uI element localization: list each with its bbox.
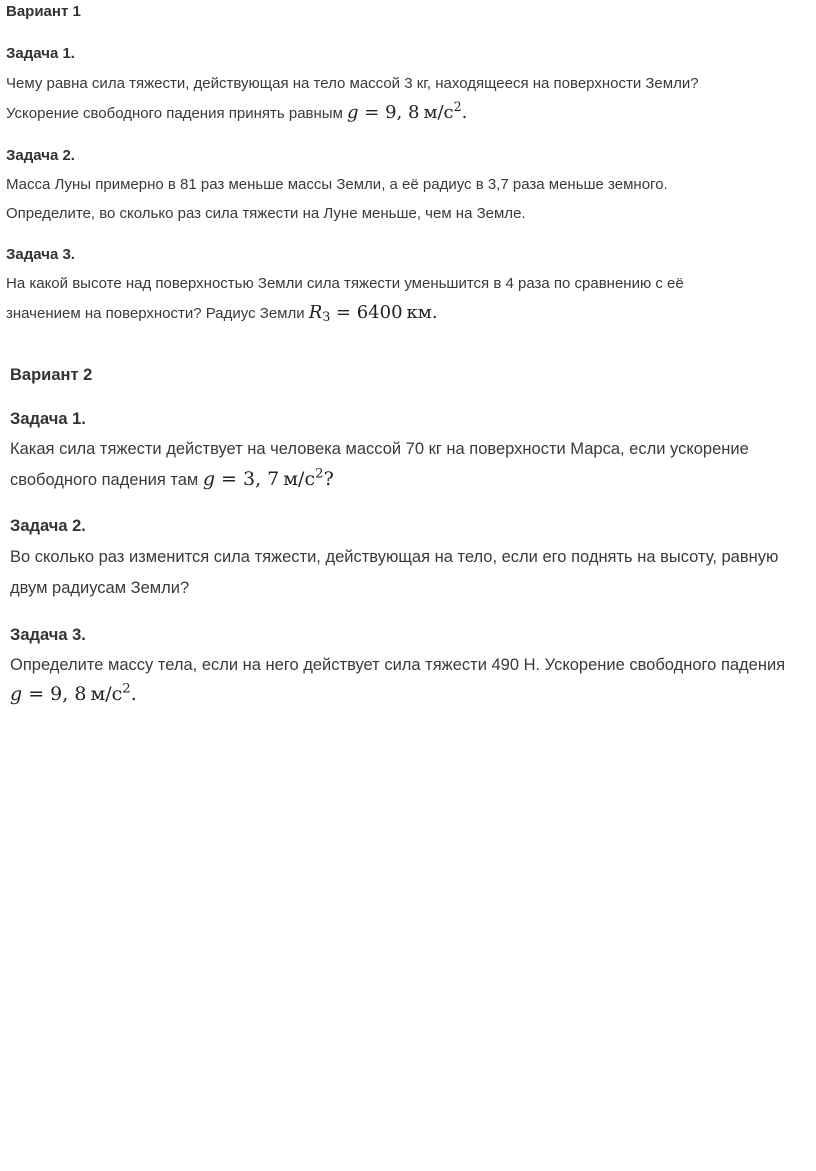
- formula-value: = 9, 8: [358, 102, 420, 123]
- formula-value: = 6400: [330, 302, 403, 323]
- v1-task-3-formula: [309, 302, 438, 323]
- v1-task-2-line-1: Масса Луны примерно в 81 раз меньше массы Земли, а её радиус в 3,7 раза меньше земного.: [6, 176, 668, 193]
- v2-task-3-title: Задача 3.: [10, 626, 86, 644]
- formula-end: .: [431, 302, 438, 323]
- formula-unit: м/с: [283, 468, 316, 490]
- v1-task-3-title: Задача 3.: [6, 246, 75, 263]
- v2-task-1-formula: [203, 468, 334, 490]
- formula-unit: м/с: [423, 102, 454, 123]
- formula-var: R: [308, 302, 323, 323]
- formula-subscript: З: [322, 309, 331, 325]
- v2-task-1-line-1: Какая сила тяжести действует на человека массой 70 кг на поверхности Марса, если ускорение: [10, 440, 749, 458]
- v1-task-3-line-2: [6, 302, 438, 323]
- v1-task-1-title: Задача 1.: [6, 45, 75, 62]
- formula-end: .: [130, 683, 137, 705]
- v2-task-2-line-1: Во сколько раз изменится сила тяжести, действующая на тело, если его поднять на высоту, равную: [10, 548, 779, 566]
- formula-exponent: 2: [122, 681, 131, 697]
- formula-exponent: 2: [315, 466, 324, 482]
- variant-2-title: Вариант 2: [10, 366, 93, 384]
- formula-var: g: [347, 102, 359, 123]
- v1-task-1-line-2-text: Ускорение свободного падения принять равным: [6, 105, 348, 122]
- v1-task-2-line-2: Определите, во сколько раз сила тяжести на Луне меньше, чем на Земле.: [6, 205, 526, 222]
- v1-task-3-line-1: На какой высоте над поверхностью Земли сила тяжести уменьшится в 4 раза по сравнению с её: [6, 275, 684, 292]
- v1-task-1-line-2: [6, 99, 468, 123]
- v2-task-1-title: Задача 1.: [10, 410, 86, 428]
- v1-task-2-title: Задача 2.: [6, 147, 75, 164]
- v2-task-1-line-2: [10, 468, 334, 490]
- v2-task-3-formula: [10, 683, 137, 705]
- v1-task-1-line-1: Чему равна сила тяжести, действующая на тело массой 3 кг, находящееся на поверхности Земли?: [6, 75, 699, 92]
- v1-task-3-line-2-text: значением на поверхности? Радиус Земли: [6, 305, 309, 322]
- v2-task-3-line-1: Определите массу тела, если на него действует сила тяжести 490 Н. Ускорение свободного падения: [10, 656, 786, 674]
- formula-value: = 3, 7: [215, 468, 280, 490]
- v1-task-1-formula: [347, 99, 468, 123]
- formula-end: ?: [323, 468, 334, 490]
- v2-task-2-line-2: двум радиусам Земли?: [10, 579, 190, 597]
- formula-var: g: [202, 468, 216, 490]
- formula-end: .: [461, 102, 468, 123]
- variant-1-title: Вариант 1: [6, 3, 81, 20]
- formula-var: g: [10, 683, 23, 705]
- formula-unit: км: [406, 302, 432, 323]
- v2-task-1-line-2-text: свободного падения там: [10, 471, 203, 489]
- v2-task-3-line-2: [10, 683, 137, 705]
- formula-value: = 9, 8: [22, 683, 87, 705]
- v2-task-2-title: Задача 2.: [10, 517, 86, 535]
- formula-exponent: 2: [453, 99, 462, 115]
- formula-unit: м/с: [90, 683, 123, 705]
